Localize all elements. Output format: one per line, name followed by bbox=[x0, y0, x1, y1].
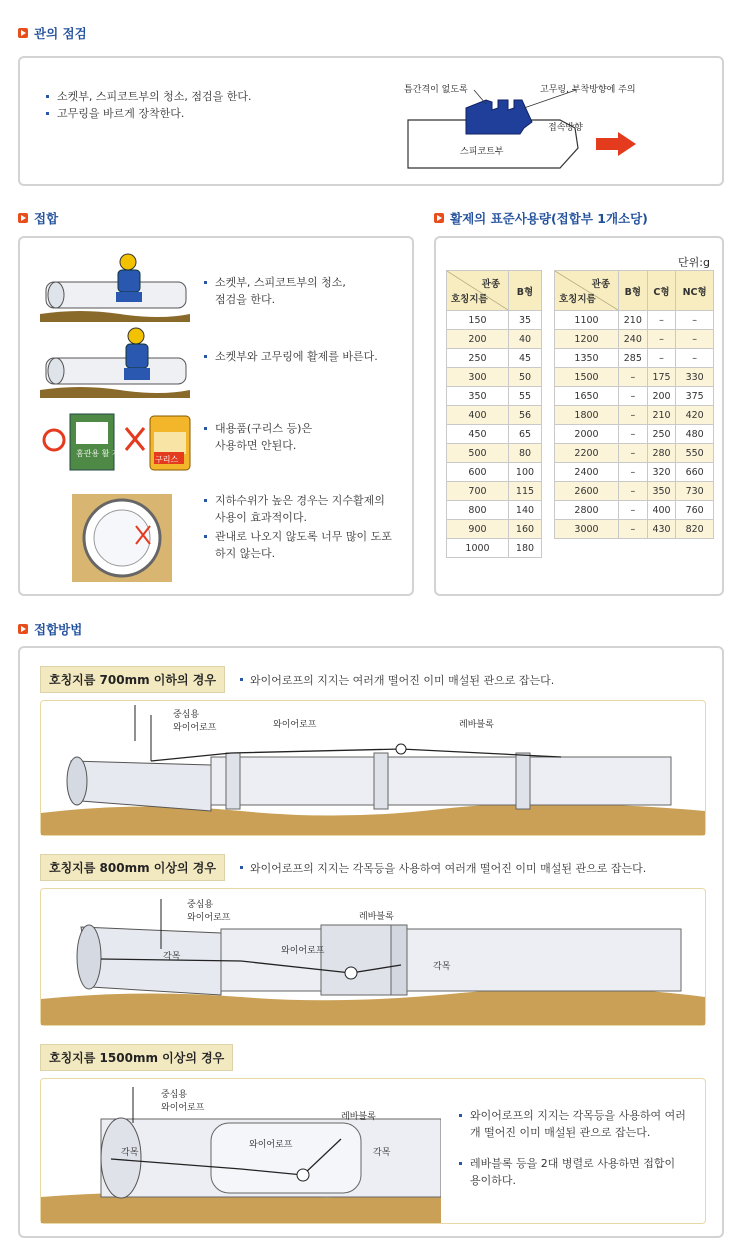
table-cell-diameter: 1650 bbox=[555, 387, 619, 406]
table-cell-diameter: 500 bbox=[447, 444, 509, 463]
joint-step-2: 소켓부와 고무링에 활제를 바른다. bbox=[204, 348, 378, 365]
table-cell-value: 45 bbox=[509, 349, 542, 368]
lubricant-vs-grease-illustration bbox=[40, 408, 200, 476]
method-panel bbox=[18, 646, 724, 1238]
joint-panel bbox=[18, 236, 414, 596]
table-cell-value: 180 bbox=[509, 539, 542, 558]
table-cell-value: 320 bbox=[647, 463, 676, 482]
table-cell-value: 660 bbox=[676, 463, 714, 482]
table-cell-value: 550 bbox=[676, 444, 714, 463]
table-row bbox=[447, 387, 542, 406]
joint-step-4-bullet: 관내로 나오지 않도록 너무 많이 도포하지 않는다. bbox=[204, 528, 398, 562]
section-marker-icon bbox=[18, 213, 28, 223]
table-cell-value: 80 bbox=[509, 444, 542, 463]
table-cell-value: – bbox=[619, 501, 648, 520]
joint-step-4-bullet: 지하수위가 높은 경우는 지수활제의 사용이 효과적이다. bbox=[204, 492, 398, 526]
table-cell-value: 820 bbox=[676, 520, 714, 539]
table-cell-value: 56 bbox=[509, 406, 542, 425]
column-header: B형 bbox=[509, 271, 542, 311]
table-cell-value: 760 bbox=[676, 501, 714, 520]
table-row bbox=[555, 444, 714, 463]
pipe-cross-section-illustration bbox=[72, 494, 172, 582]
joint-section-title: 접합 bbox=[18, 209, 58, 227]
table-row bbox=[555, 482, 714, 501]
inspection-panel bbox=[18, 56, 724, 186]
table-cell-value: 730 bbox=[676, 482, 714, 501]
table-cell-diameter: 300 bbox=[447, 368, 509, 387]
table-corner-header: 관종 호칭지름 bbox=[555, 271, 619, 311]
case-figure bbox=[40, 888, 706, 1026]
table-cell-value: – bbox=[619, 520, 648, 539]
table-cell-value: 420 bbox=[676, 406, 714, 425]
no-gap-label: 틈간격이 없도록 bbox=[404, 85, 468, 95]
table-cell-value: – bbox=[647, 349, 676, 368]
table-cell-diameter: 3000 bbox=[555, 520, 619, 539]
usage-table-large bbox=[554, 270, 714, 539]
table-cell-value: 40 bbox=[509, 330, 542, 349]
table-row bbox=[555, 463, 714, 482]
table-cell-value: 100 bbox=[509, 463, 542, 482]
table-cell-diameter: 2400 bbox=[555, 463, 619, 482]
table-cell-diameter: 1350 bbox=[555, 349, 619, 368]
table-row bbox=[447, 444, 542, 463]
table-cell-value: – bbox=[676, 349, 714, 368]
wire-label: 와이어로프 bbox=[249, 1140, 293, 1150]
table-cell-diameter: 1000 bbox=[447, 539, 509, 558]
lever-block-label: 레바블록 bbox=[341, 1112, 376, 1122]
table-cell-value: 55 bbox=[509, 387, 542, 406]
table-row bbox=[555, 501, 714, 520]
table-row bbox=[447, 501, 542, 520]
table-cell-value: 400 bbox=[647, 501, 676, 520]
table-row bbox=[447, 349, 542, 368]
table-cell-value: 210 bbox=[647, 406, 676, 425]
table-cell-value: – bbox=[647, 311, 676, 330]
case-tab: 호칭지름 700mm 이하의 경우 bbox=[40, 666, 225, 693]
usage-panel bbox=[434, 236, 724, 596]
case-figure bbox=[40, 700, 706, 836]
table-row bbox=[447, 463, 542, 482]
inspection-bullet: 고무링을 바르게 장착한다. bbox=[46, 105, 184, 122]
table-cell-diameter: 600 bbox=[447, 463, 509, 482]
table-cell-diameter: 450 bbox=[447, 425, 509, 444]
worker-lubricating-illustration bbox=[40, 326, 190, 400]
table-cell-value: 50 bbox=[509, 368, 542, 387]
table-cell-diameter: 400 bbox=[447, 406, 509, 425]
table-cell-value: 240 bbox=[619, 330, 648, 349]
table-cell-value: 140 bbox=[509, 501, 542, 520]
table-cell-diameter: 1200 bbox=[555, 330, 619, 349]
case-bullet: 레바블록 등을 2대 병렬로 사용하면 접합이 용이하다. bbox=[459, 1155, 689, 1189]
inspection-section-title: 관의 점검 bbox=[18, 24, 87, 42]
center-wire-label: 중심용 와이어로프 bbox=[187, 900, 231, 923]
center-wire-label: 중심용 와이어로프 bbox=[173, 710, 217, 733]
table-cell-value: 375 bbox=[676, 387, 714, 406]
table-cell-value: 210 bbox=[619, 311, 648, 330]
column-header: B형 bbox=[619, 271, 648, 311]
table-cell-diameter: 1500 bbox=[555, 368, 619, 387]
table-cell-diameter: 350 bbox=[447, 387, 509, 406]
case-figure bbox=[40, 1078, 706, 1224]
section-marker-icon bbox=[434, 213, 444, 223]
table-cell-value: 65 bbox=[509, 425, 542, 444]
case-tab: 호칭지름 800mm 이상의 경우 bbox=[40, 854, 225, 881]
table-cell-value: 280 bbox=[647, 444, 676, 463]
joint-step-1: 소켓부, 스피코트부의 청소, 점검을 한다. bbox=[204, 274, 346, 308]
case-tab: 호칭지름 1500mm 이상의 경우 bbox=[40, 1044, 233, 1071]
section-marker-icon bbox=[18, 624, 28, 634]
wire-label: 와이어로프 bbox=[273, 720, 317, 730]
method-section-title: 접합방법 bbox=[18, 620, 82, 638]
table-cell-diameter: 250 bbox=[447, 349, 509, 368]
table-cell-value: – bbox=[619, 482, 648, 501]
table-row bbox=[555, 425, 714, 444]
case-description: 와이어로프의 지지는 각목등을 사용하여 여러개 떨어진 이미 매설된 관으로 잡는다. bbox=[240, 860, 646, 876]
column-header: C형 bbox=[647, 271, 676, 311]
timber-label: 각목 bbox=[121, 1148, 139, 1158]
table-cell-value: 480 bbox=[676, 425, 714, 444]
lever-block-label: 레바블록 bbox=[459, 720, 494, 730]
table-row bbox=[447, 330, 542, 349]
lubricant-can-label: 홈관용 활 제 bbox=[76, 449, 120, 458]
table-row bbox=[447, 520, 542, 539]
timber-label: 각목 bbox=[163, 952, 181, 962]
table-cell-value: 250 bbox=[647, 425, 676, 444]
center-wire-label: 중심용 와이어로프 bbox=[161, 1090, 205, 1113]
table-cell-diameter: 1100 bbox=[555, 311, 619, 330]
inspection-bullet: 소켓부, 스피코트부의 청소, 점검을 한다. bbox=[46, 88, 252, 105]
table-cell-value: – bbox=[619, 463, 648, 482]
table-cell-value: – bbox=[619, 387, 648, 406]
table-cell-diameter: 1800 bbox=[555, 406, 619, 425]
table-cell-diameter: 800 bbox=[447, 501, 509, 520]
lever-block-label: 레바블록 bbox=[359, 912, 394, 922]
case-bullet: 와이어로프의 지지는 각목등을 사용하여 여러개 떨어진 이미 매설된 관으로 잡는다. bbox=[459, 1107, 689, 1141]
table-cell-value: – bbox=[647, 330, 676, 349]
table-cell-value: – bbox=[676, 311, 714, 330]
table-cell-value: – bbox=[619, 425, 648, 444]
table-row bbox=[555, 330, 714, 349]
table-corner-header: 관종 호칭지름 bbox=[447, 271, 509, 311]
table-row bbox=[555, 520, 714, 539]
table-cell-value: 175 bbox=[647, 368, 676, 387]
wire-label: 와이어로프 bbox=[281, 946, 325, 956]
table-row bbox=[447, 406, 542, 425]
allowed-circle-icon bbox=[44, 430, 64, 450]
table-cell-diameter: 700 bbox=[447, 482, 509, 501]
unit-label: 단위:g bbox=[678, 256, 710, 269]
table-cell-value: 285 bbox=[619, 349, 648, 368]
section-marker-icon bbox=[18, 28, 28, 38]
table-row bbox=[555, 311, 714, 330]
table-cell-value: – bbox=[619, 368, 648, 387]
table-cell-diameter: 150 bbox=[447, 311, 509, 330]
table-cell-value: 160 bbox=[509, 520, 542, 539]
table-cell-diameter: 2200 bbox=[555, 444, 619, 463]
usage-table-small bbox=[446, 270, 542, 558]
timber-label: 각목 bbox=[433, 962, 451, 972]
column-header: NC형 bbox=[676, 271, 714, 311]
table-cell-value: 35 bbox=[509, 311, 542, 330]
table-cell-value: 430 bbox=[647, 520, 676, 539]
table-cell-value: – bbox=[619, 444, 648, 463]
table-row bbox=[555, 387, 714, 406]
ring-direction-label: 고무링, 부착방향에 주의 bbox=[540, 85, 636, 95]
table-cell-value: 330 bbox=[676, 368, 714, 387]
table-row bbox=[447, 425, 542, 444]
table-cell-value: 200 bbox=[647, 387, 676, 406]
table-cell-value: – bbox=[619, 406, 648, 425]
timber-label: 각목 bbox=[373, 1148, 391, 1158]
table-row bbox=[447, 539, 542, 558]
table-row bbox=[447, 368, 542, 387]
case-description: 와이어로프의 지지는 여러개 떨어진 이미 매설된 관으로 잡는다. bbox=[240, 672, 554, 688]
table-row bbox=[447, 482, 542, 501]
grease-can-label: 구리스 bbox=[155, 455, 179, 464]
table-row bbox=[447, 311, 542, 330]
joint-step-3: 대용품(구리스 등)은 사용하면 안된다. bbox=[204, 420, 312, 454]
table-cell-diameter: 900 bbox=[447, 520, 509, 539]
pipe-joining-illustration bbox=[41, 701, 705, 835]
worker-cleaning-illustration bbox=[40, 248, 190, 322]
table-row bbox=[555, 406, 714, 425]
table-cell-diameter: 2000 bbox=[555, 425, 619, 444]
table-cell-value: 115 bbox=[509, 482, 542, 501]
table-row bbox=[555, 368, 714, 387]
table-cell-value: – bbox=[676, 330, 714, 349]
usage-section-title: 활제의 표준사용량(접합부 1개소당) bbox=[434, 209, 648, 227]
table-row bbox=[555, 349, 714, 368]
direction-label: 접속방향 bbox=[548, 123, 583, 133]
table-cell-diameter: 2600 bbox=[555, 482, 619, 501]
table-cell-diameter: 2800 bbox=[555, 501, 619, 520]
spigot-label: 스피코트부 bbox=[460, 147, 504, 157]
table-cell-value: 350 bbox=[647, 482, 676, 501]
table-cell-diameter: 200 bbox=[447, 330, 509, 349]
